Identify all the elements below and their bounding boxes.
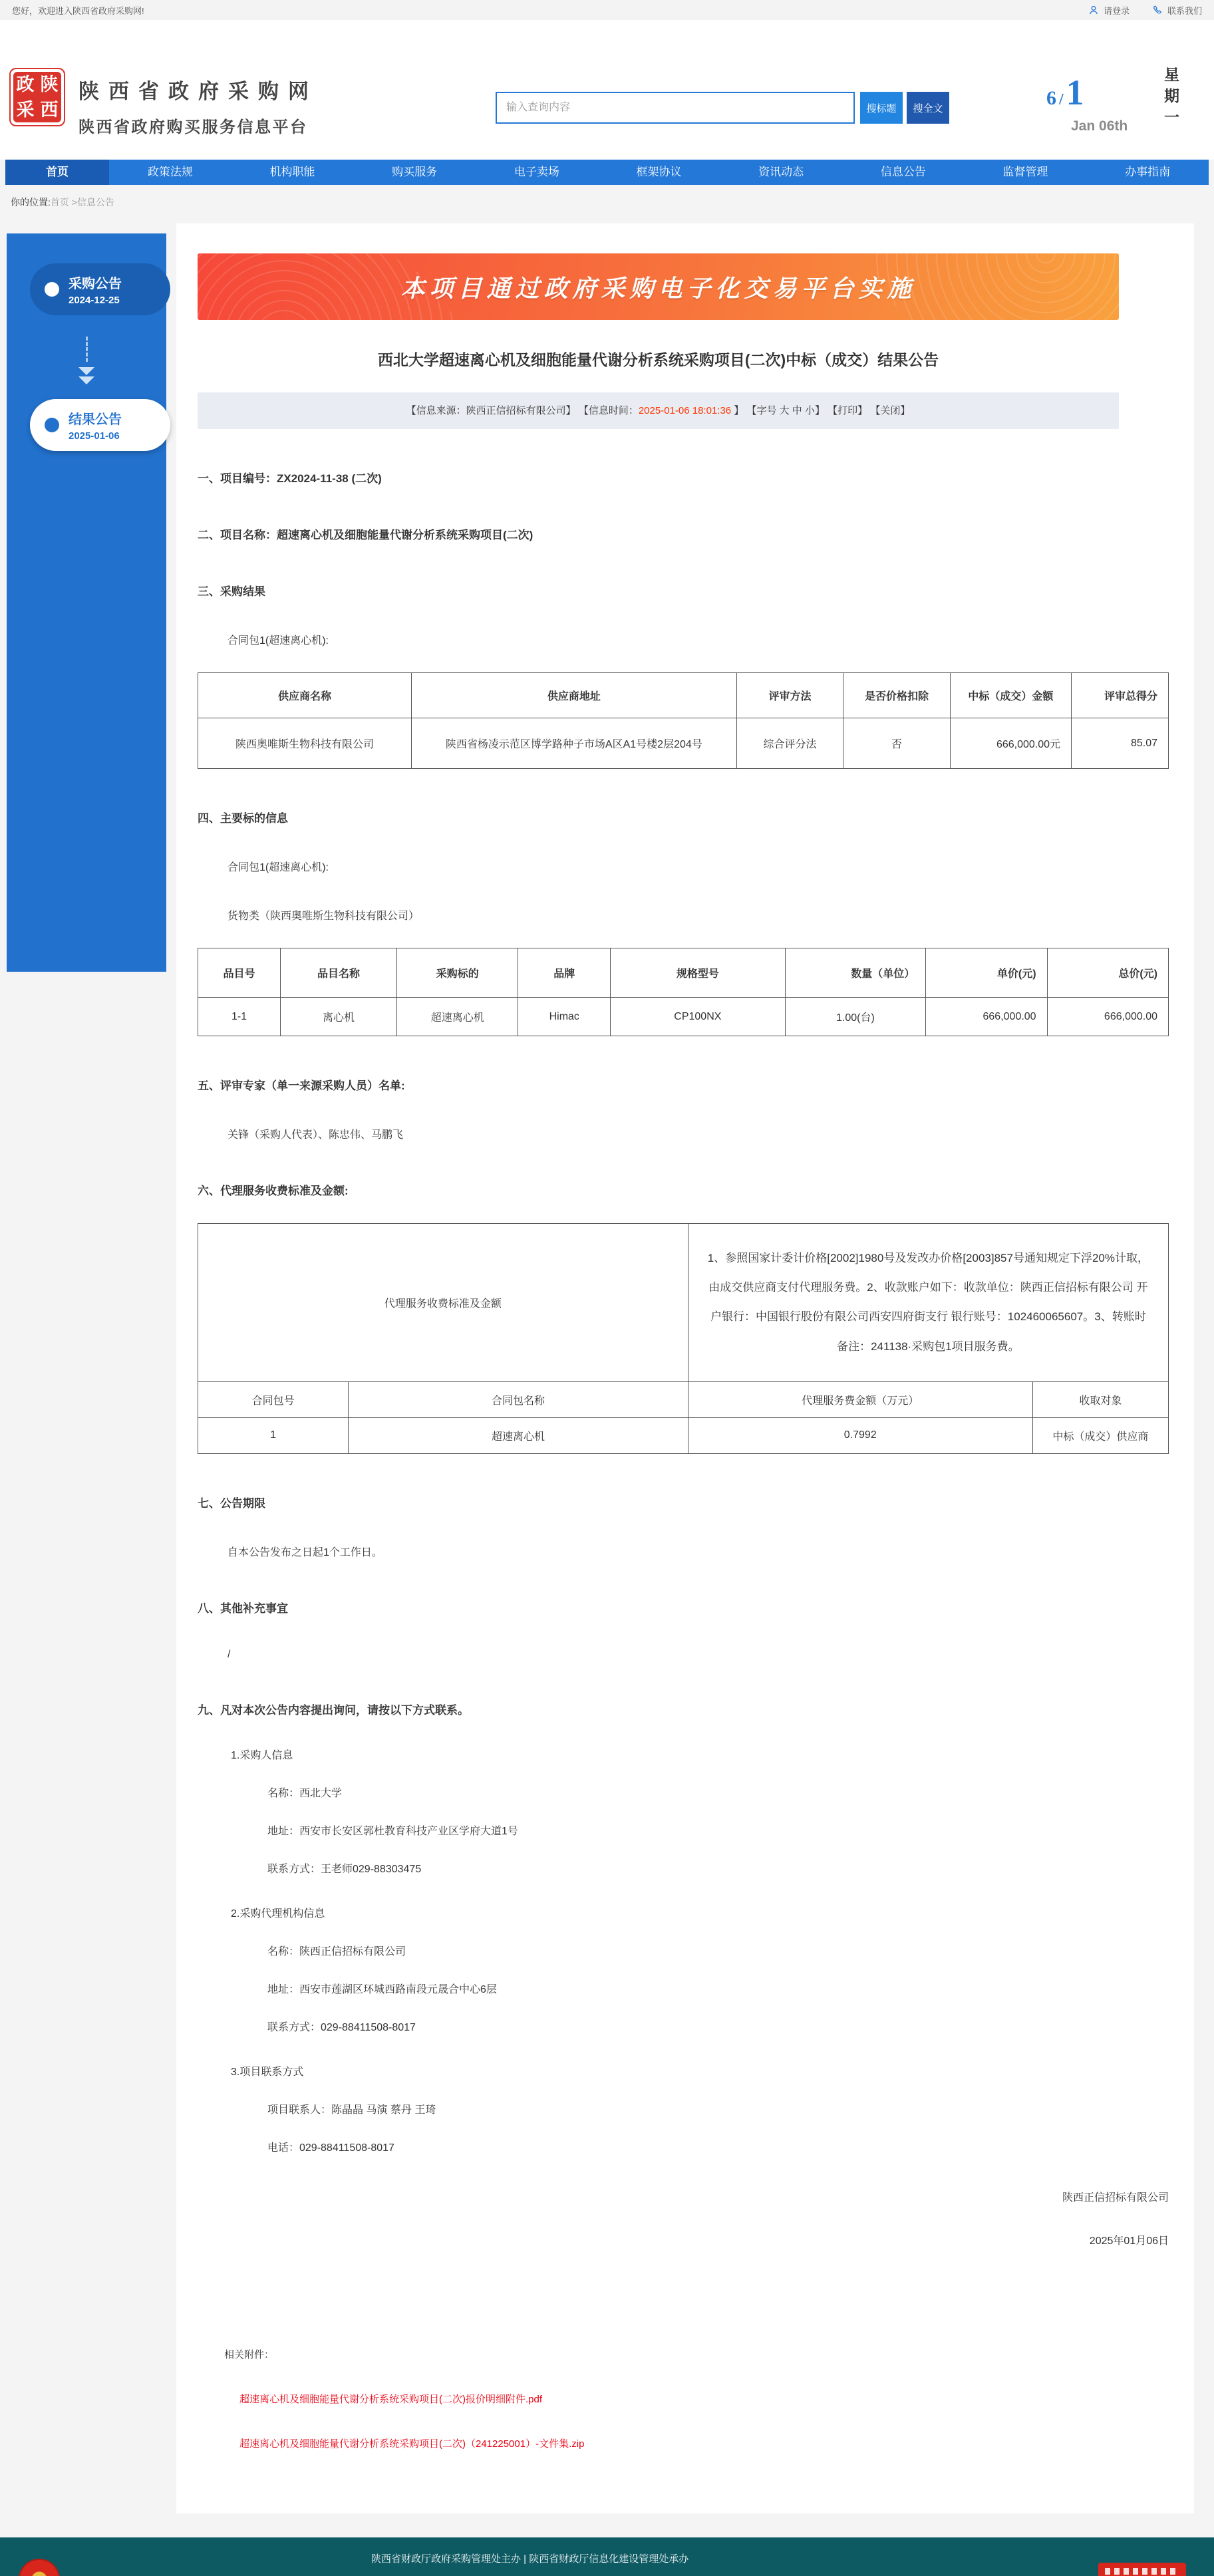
col-model: 规格型号: [611, 948, 786, 998]
contract-package-label: 合同包1(超速离心机):: [228, 862, 329, 873]
item-name: 离心机: [281, 998, 397, 1036]
award-amount: 666,000.00元: [950, 718, 1071, 769]
review-method: 综合评分法: [736, 718, 843, 769]
ebidding-platform-banner: [198, 253, 1119, 320]
step-dot-icon: [45, 418, 59, 432]
agency-address: 地址：西安市莲湖区环城西路南段元晟合中心6层: [267, 1983, 497, 1995]
nav-functions[interactable]: 机构职能: [269, 166, 315, 178]
progress-sidebar: [7, 233, 166, 972]
result-table-header-row: [198, 673, 1169, 718]
info-time-close: 】: [731, 405, 744, 416]
print-button[interactable]: 【打印】: [828, 405, 868, 416]
purchaser-name: 名称：西北大学: [267, 1787, 343, 1799]
nav-news[interactable]: 资讯动态: [758, 166, 804, 178]
fee-standard-label: 代理服务收费标准及金额: [198, 1224, 688, 1382]
fee-payer: 中标（成交）供应商: [1032, 1417, 1168, 1453]
section-announcement-period: 七、公告期限: [198, 1497, 265, 1510]
search-title-button[interactable]: 搜标题: [860, 92, 903, 124]
col-supplier-address: 供应商地址: [411, 673, 736, 718]
signature-org: 陕西正信招标有限公司: [1062, 2192, 1169, 2204]
package-number: 1: [198, 1417, 349, 1453]
package-name: 超速离心机: [349, 1417, 688, 1453]
col-unit-price: 单价(元): [926, 948, 1047, 998]
close-button[interactable]: 【关闭】: [870, 405, 911, 416]
fee-table-row: [198, 1417, 1169, 1453]
col-fee-payer: 收取对象: [1032, 1381, 1168, 1417]
items-table-row: [198, 998, 1169, 1036]
purchaser-address: 地址：西安市长安区郭杜教育科技产业区学府大道1号: [267, 1825, 518, 1837]
col-package-name: 合同包名称: [349, 1381, 688, 1417]
signature-date: 2025年01月06日: [1089, 2235, 1169, 2247]
site-header: [0, 20, 1214, 160]
welcome-text: 您好，欢迎进入陕西省政府采购网!: [12, 5, 144, 16]
step-result-announcement[interactable]: [30, 399, 170, 451]
purchaser-contact: 联系方式：王老师029-88303475: [267, 1863, 422, 1875]
result-table: [198, 672, 1169, 769]
project-contact-title: 3.项目联系方式: [231, 2066, 304, 2078]
step-label: 采购公告: [69, 277, 122, 291]
col-award-amount: 中标（成交）金额: [950, 673, 1071, 718]
attachment-pdf-link[interactable]: 超速离心机及细胞能量代谢分析系统采购项目(二次)报价明细附件.pdf: [239, 2393, 543, 2405]
site-logo[interactable]: [9, 68, 65, 126]
search-bar: [496, 92, 949, 124]
nav-guide[interactable]: 办事指南: [1125, 166, 1171, 178]
site-subtitle: 陕西省政府购买服务信息平台: [78, 118, 308, 136]
nav-emarket[interactable]: 电子卖场: [514, 166, 559, 178]
site-title: 陕西省政府采购网: [78, 80, 318, 103]
items-table: [198, 948, 1169, 1036]
site-logo-characters: 政 陕 采 西: [13, 72, 61, 122]
gov-seal-icon: [19, 2559, 60, 2576]
page-title: 西北大学超速离心机及细胞能量代谢分析系统采购项目(二次)中标（成交）结果公告: [377, 351, 939, 368]
banner-text: 本项目通过政府采购电子化交易平台实施: [400, 274, 916, 302]
step-purchase-announcement[interactable]: [30, 263, 170, 315]
agency-contact: 联系方式：029-88411508-8017: [267, 2021, 416, 2033]
info-time-value: 2025-01-06 18:01:36: [638, 405, 732, 416]
col-price-deduction: 是否价格扣除: [843, 673, 950, 718]
col-total-price: 总价(元): [1047, 948, 1168, 998]
agency-info-title: 2.采购代理机构信息: [231, 1908, 325, 1920]
expert-names: 关锋（采购人代表）、陈忠伟、马鹏飞: [228, 1129, 404, 1141]
unit-price: 666,000.00: [926, 998, 1047, 1036]
section-review-experts: 五、评审专家（单一来源采购人员）名单:: [198, 1079, 405, 1092]
search-fulltext-button[interactable]: 搜全文: [907, 92, 949, 124]
breadcrumb-home[interactable]: 首页: [50, 197, 69, 208]
footer-hosting-text: 陕西省财政厅政府采购管理处主办 | 陕西省财政厅信息化建设管理处承办: [371, 2553, 689, 2565]
goods-category-label: 货物类（陕西奥唯斯生物科技有限公司）: [228, 911, 420, 922]
date-english: Jan 06th: [1071, 118, 1128, 134]
info-source: 【信息来源：陕西正信招标有限公司】: [406, 405, 576, 416]
section-other-matters: 八、其他补充事宜: [198, 1602, 288, 1615]
section-project-name: 二、项目名称：超速离心机及细胞能量代谢分析系统采购项目(二次): [198, 529, 533, 541]
article-content: [176, 223, 1194, 2513]
date-widget: [1034, 67, 1201, 143]
col-supplier-name: 供应商名称: [198, 673, 412, 718]
col-item-name: 品目名称: [281, 948, 397, 998]
col-procurement-subject: 采购标的: [397, 948, 518, 998]
topbar-links: [1088, 4, 1202, 17]
contact-label: 联系我们: [1167, 5, 1202, 16]
signature-block: [198, 2189, 1169, 2247]
step-date: 2025-01-06: [69, 430, 120, 442]
col-item-number: 品目号: [198, 948, 281, 998]
col-review-method: 评审方法: [736, 673, 843, 718]
project-contact-persons: 项目联系人：陈晶晶 马演 蔡丹 王琦: [267, 2104, 436, 2116]
step-dot-icon: [45, 282, 59, 297]
main-nav: [5, 160, 1209, 185]
item-number: 1-1: [198, 998, 281, 1036]
fee-amount: 0.7992: [688, 1417, 1032, 1453]
agency-name: 名称：陕西正信招标有限公司: [267, 1945, 406, 1957]
section-project-number: 一、项目编号：ZX2024-11-38 (二次): [198, 472, 382, 485]
nav-framework-agreement[interactable]: 框架协议: [636, 166, 682, 178]
col-fee-amount: 代理服务费金额（万元）: [688, 1381, 1032, 1417]
model: CP100NX: [611, 998, 786, 1036]
breadcrumb-current: 信息公告: [76, 197, 114, 208]
topbar: [0, 0, 1214, 20]
login-link[interactable]: [1088, 4, 1130, 17]
step-date: 2024-12-25: [69, 295, 120, 306]
other-matters-body: /: [228, 1648, 231, 1660]
breadcrumb-separator: >: [71, 197, 77, 208]
col-package-number: 合同包号: [198, 1381, 349, 1417]
nav-supervision[interactable]: 监督管理: [1002, 166, 1048, 178]
date-numbers: 6 /1: [1046, 72, 1084, 112]
attachments-label: 相关附件：: [224, 2349, 275, 2361]
section-agency-fee: 六、代理服务收费标准及金额:: [198, 1185, 349, 1197]
font-size-controls[interactable]: 【字号 大 中 小】: [746, 405, 825, 416]
col-total-score: 评审总得分: [1072, 673, 1169, 718]
login-label: 请登录: [1103, 5, 1130, 16]
contact-link[interactable]: [1152, 4, 1202, 17]
site-titles: [78, 74, 318, 137]
price-deduction: 否: [843, 718, 950, 769]
total-price: 666,000.00: [1047, 998, 1168, 1036]
supplier-address: 陕西省杨凌示范区博学路种子市场A区A1号楼2层204号: [411, 718, 736, 769]
arrow-down-icon: [73, 337, 100, 384]
result-table-row: [198, 718, 1169, 769]
nav-home[interactable]: 首页: [5, 160, 109, 185]
project-contact-phone: 电话：029-88411508-8017: [267, 2142, 394, 2154]
agency-fee-table: [198, 1223, 1169, 1454]
breadcrumb: [0, 185, 1214, 217]
quantity: 1.00(台): [785, 998, 926, 1036]
attachment-zip-link[interactable]: 超速离心机及细胞能量代谢分析系统采购项目(二次)（241225001）-文件集.zip: [239, 2438, 585, 2450]
section-main-subject-info: 四、主要标的信息: [198, 812, 288, 825]
breadcrumb-prefix: 你的位置:: [11, 197, 51, 208]
purchaser-info-title: 1.采购人信息: [231, 1749, 293, 1761]
info-time-label: 【信息时间：: [578, 405, 639, 416]
fee-table-header-row: [198, 1381, 1169, 1417]
search-input[interactable]: [496, 92, 855, 124]
nav-policies[interactable]: 政策法规: [147, 166, 193, 178]
col-quantity: 数量（单位）: [785, 948, 926, 998]
supplier-name: 陕西奥唯斯生物科技有限公司: [198, 718, 412, 769]
phone-icon: [1152, 5, 1163, 15]
announcement-period-body: 自本公告发布之日起1个工作日。: [228, 1546, 382, 1558]
weekday-label: 星期一: [1162, 67, 1179, 130]
nav-announcements[interactable]: 信息公告: [880, 166, 926, 178]
main-layout: [0, 217, 1214, 2513]
footer-badge: [1098, 2563, 1186, 2576]
step-label: 结果公告: [69, 412, 122, 427]
user-icon: [1088, 5, 1099, 15]
brand: Himac: [518, 998, 611, 1036]
procurement-subject: 超速离心机: [397, 998, 518, 1036]
section-contact-info: 九、凡对本次公告内容提出询问，请按以下方式联系。: [198, 1703, 469, 1717]
items-table-header-row: [198, 948, 1169, 998]
fee-standard-row: [198, 1224, 1169, 1382]
col-brand: 品牌: [518, 948, 611, 998]
fee-standard-text: 1、参照国家计委计价格[2002]1980号及发改办价格[2003]857号通知规定下浮20%计取，由成交供应商支付代理服务费。2、收款账户如下：收款单位：陕西正信招标有限公司 开户银行：中国银行股份有限公司西安四府街支行 银行账号：102460065607。3、转账时备注：241138·采购包1项目服务费。: [688, 1224, 1168, 1382]
total-score: 85.07: [1072, 718, 1169, 769]
section-procurement-result: 三、采购结果: [198, 585, 265, 598]
contract-package-label: 合同包1(超速离心机):: [228, 635, 329, 646]
meta-bar: [198, 392, 1119, 429]
nav-purchase-services[interactable]: 购买服务: [392, 166, 438, 178]
page-footer: [0, 2537, 1214, 2576]
